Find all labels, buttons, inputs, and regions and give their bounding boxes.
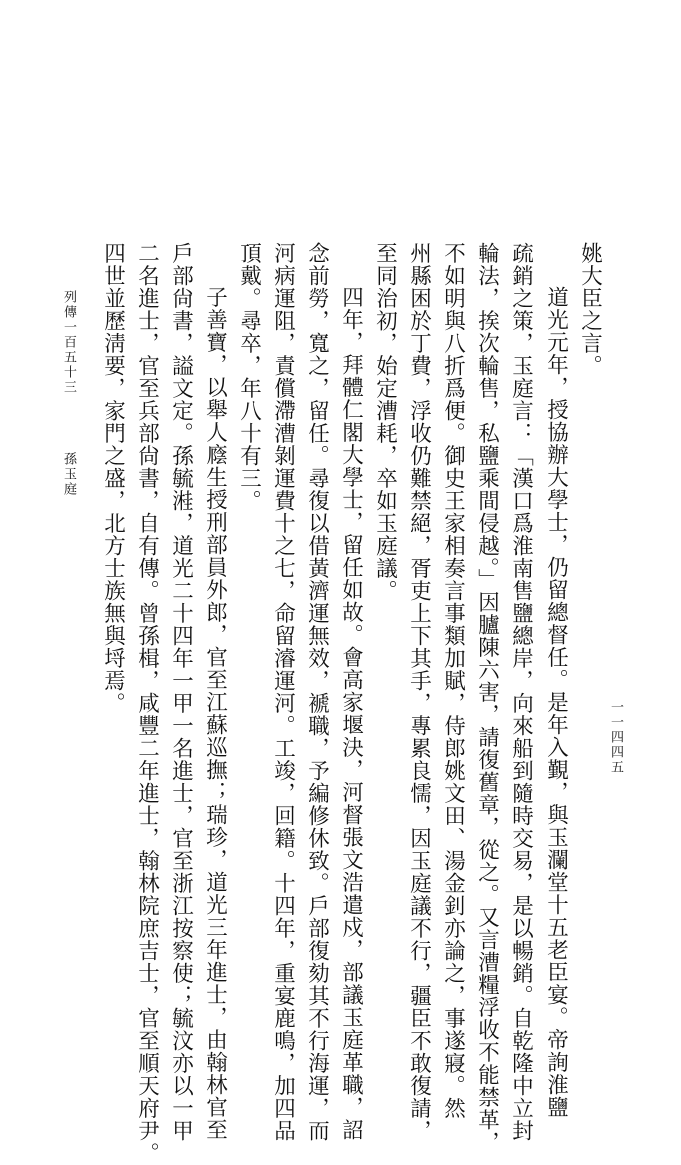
text-column: 戶部尙書，謚文定。孫毓溎，道光二十四年一甲一名進士，官至浙江按察使；毓汶亦以一甲 [168,242,194,1142]
text-column: 頂戴。尋卒，年八十有三。 [236,242,262,512]
text-column: 二名進士，官至兵部尙書，自有傳。曾孫楫，咸豐二年進士，翰林院庶吉士，官至順天府尹。 [134,242,160,1165]
text-column: 不如明與八折爲便。御史王家相奏言事類加賦，侍郎姚文田、湯金釗亦論之，事遂寢。然 [440,242,466,1120]
text-column: 四年，拜體仁閣大學士，留任如故。會高家堰決，河督張文浩遣戍，部議玉庭革職，詔 [338,286,364,1141]
running-head-chapter: 列傳一百五十三 [61,290,76,395]
text-column: 念前勞，寬之，留任。尋復以借黃濟運無效，褫職，予編修休致。戶部復劾其不行海運，而 [304,242,330,1142]
text-column: 子善寶，以舉人廕生授刑部員外郎，官至江蘇巡撫；瑞珍，道光三年進士，由翰林官至 [202,286,228,1141]
text-column: 四世並歷淸要，家門之盛，北方士族無與埒焉。 [100,242,126,715]
page-number: 一一四四五 [608,700,623,775]
text-column: 輪法，挨次輪售，私鹽乘間侵越。」因臚陳六害，請復舊章，從之。又言漕糧浮收不能禁革， [474,242,500,1154]
text-column: 州縣困於丁費，浮收仍難禁絕，胥吏上下其手，專累良懦，因玉庭議不行，疆臣不敢復請， [406,242,432,1142]
text-column: 道光元年，授協辦大學士，仍留總督任。是年入覲，與玉瀾堂十五老臣宴。帝詢淮鹽 [543,286,569,1119]
text-column: 河病運阻，責償滯漕剝運費十之七，命留濬運河。工竣，回籍。十四年，重宴鹿鳴，加四品 [270,242,296,1142]
text-column: 姚大臣之言。 [577,242,603,377]
text-column: 疏銷之策，玉庭言：「漢口爲淮南售鹽總岸，向來船到隨時交易，是以暢銷。自乾隆中立封 [508,242,534,1142]
text-column: 至同治初，始定漕耗，卒如玉庭議。 [372,242,398,602]
running-head-subject: 孫玉庭 [61,452,76,497]
